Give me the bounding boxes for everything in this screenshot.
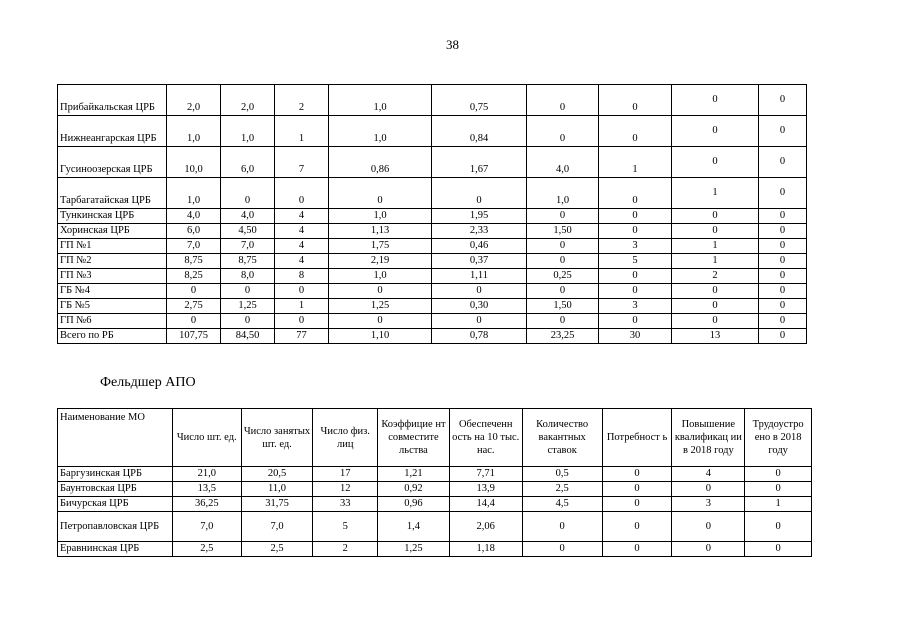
table-cell: 84,50 [221,329,275,344]
table-cell: 1,95 [432,209,527,224]
table-row [58,147,807,178]
table-cell: 1,50 [527,224,599,239]
table-cell: 33 [313,497,378,512]
table-cell: 4 [275,239,329,254]
table-cell: 8 [275,269,329,284]
table-cell: 1,25 [329,299,432,314]
table-row [58,482,812,497]
table-cell: 0 [672,299,759,314]
table-cell: 0 [672,512,745,542]
table-cell: 1,13 [329,224,432,239]
table-cell: 1,25 [221,299,275,314]
table-row [58,116,807,147]
table-cell: 0 [672,284,759,299]
table-cell: 1,0 [329,209,432,224]
table-cell: 2 [275,85,329,116]
table-cell: 0 [329,178,432,209]
table-cell: 0 [745,512,812,542]
table-cell: 0 [672,482,745,497]
paramedic-apo-table [57,408,812,557]
row-name: ГП №1 [58,239,167,254]
table-cell: 2,0 [167,85,221,116]
table-cell: 21,0 [172,467,241,482]
table-cell: 1 [599,147,672,178]
table-cell: 0 [167,284,221,299]
table-cell: 1,0 [527,178,599,209]
table-cell: 2 [672,269,759,284]
table-cell: 0 [759,224,807,239]
table-cell: 4,5 [522,497,602,512]
table-cell: 0 [672,85,759,116]
table-cell: 4,0 [527,147,599,178]
table-cell: 77 [275,329,329,344]
table-row [58,178,807,209]
table-cell: 0,46 [432,239,527,254]
table-row [58,254,807,269]
header-row [58,409,812,467]
table-cell: 0,25 [527,269,599,284]
row-name: ГБ №5 [58,299,167,314]
row-name: Гусиноозерская ЦРБ [58,147,167,178]
table-row [58,329,807,344]
table-row [58,284,807,299]
table-cell: 11,0 [241,482,313,497]
table-cell: 6,0 [167,224,221,239]
page-number: 38 [446,37,459,52]
row-name: Прибайкальская ЦРБ [58,85,167,116]
table-cell: 0 [275,284,329,299]
table-cell: 0 [759,178,807,209]
table-cell: 3 [599,239,672,254]
column-header: Число занятых шт. ед. [241,409,313,467]
table-cell: 0 [527,239,599,254]
table-cell: 0 [602,482,672,497]
table-cell: 0 [432,284,527,299]
table-cell: 4 [275,224,329,239]
table-cell: 1,0 [329,116,432,147]
table-cell: 0,30 [432,299,527,314]
table-row [58,542,812,557]
table-cell: 0,86 [329,147,432,178]
table-cell: 0 [672,209,759,224]
table-row [58,512,812,542]
table-cell: 1,0 [329,85,432,116]
table-cell: 0 [527,116,599,147]
column-header: Обеспеченн ость на 10 тыс. нас. [449,409,522,467]
table-row [58,467,812,482]
table-cell: 17 [313,467,378,482]
table-cell: 0 [745,467,812,482]
table-cell: 0,5 [522,467,602,482]
table-cell: 23,25 [527,329,599,344]
table-cell: 0 [167,314,221,329]
table-cell: 1,11 [432,269,527,284]
table-cell: 12 [313,482,378,497]
row-name: Всего по РБ [58,329,167,344]
table-cell: 0 [672,116,759,147]
table-cell: 0 [672,224,759,239]
table-cell: 2,19 [329,254,432,269]
table-cell: 0 [221,284,275,299]
table-cell: 1,4 [378,512,450,542]
table-cell: 1,18 [449,542,522,557]
table-cell: 0 [745,482,812,497]
table-cell: 5 [599,254,672,269]
row-name: Тункинская ЦРБ [58,209,167,224]
table-cell: 1,75 [329,239,432,254]
column-header: Число физ. лиц [313,409,378,467]
column-header: Число шт. ед. [172,409,241,467]
table-cell: 107,75 [167,329,221,344]
table-cell: 30 [599,329,672,344]
table-cell: 1 [275,299,329,314]
column-header: Потребност ь [602,409,672,467]
table-cell: 0 [602,467,672,482]
table-cell: 0 [759,147,807,178]
table-cell: 3 [672,497,745,512]
table-cell: 7,0 [172,512,241,542]
table-cell: 0 [522,512,602,542]
row-name: Тарбагатайская ЦРБ [58,178,167,209]
table-cell: 0,37 [432,254,527,269]
table-cell: 0 [672,147,759,178]
table-cell: 7,0 [167,239,221,254]
table-cell: 0 [221,314,275,329]
table-row [58,269,807,284]
table-cell: 14,4 [449,497,522,512]
table-cell: 0 [432,314,527,329]
table-cell: 0 [599,116,672,147]
column-header: Трудоустро ено в 2018 году [745,409,812,467]
table-cell: 0 [599,314,672,329]
table-row [58,209,807,224]
table-cell: 0 [759,85,807,116]
table-row [58,497,812,512]
table-row [58,299,807,314]
table-cell: 2,0 [221,85,275,116]
table-cell: 0 [672,542,745,557]
table-cell: 1,25 [378,542,450,557]
table-cell: 0 [275,314,329,329]
table-cell: 2,33 [432,224,527,239]
table-cell: 4 [275,209,329,224]
table-cell: 7 [275,147,329,178]
table-cell: 8,75 [167,254,221,269]
table-cell: 2,5 [522,482,602,497]
table-cell: 3 [599,299,672,314]
table-cell: 0 [599,178,672,209]
table-cell: 10,0 [167,147,221,178]
table-cell: 2 [313,542,378,557]
table-cell: 1,67 [432,147,527,178]
table-cell: 0,84 [432,116,527,147]
table-cell: 0 [527,254,599,269]
table-cell: 0 [602,512,672,542]
column-header: Наименование МО [58,409,173,467]
table-cell: 1 [672,239,759,254]
table-cell: 1,0 [221,116,275,147]
table-cell: 0 [527,314,599,329]
table-cell: 8,25 [167,269,221,284]
table-cell: 0 [599,284,672,299]
table-cell: 0 [329,314,432,329]
table-cell: 1,0 [329,269,432,284]
table-cell: 0 [527,284,599,299]
table-cell: 0 [602,497,672,512]
row-name: Нижнеангарская ЦРБ [58,116,167,147]
table-cell: 0 [602,542,672,557]
table-cell: 0 [599,224,672,239]
table-cell: 0 [599,269,672,284]
table-cell: 6,0 [221,147,275,178]
table-cell: 36,25 [172,497,241,512]
table-cell: 2,5 [241,542,313,557]
table-cell: 0 [522,542,602,557]
table-cell: 8,0 [221,269,275,284]
table-cell: 0,78 [432,329,527,344]
table-cell: 1 [275,116,329,147]
column-header: Количество вакантных ставок [522,409,602,467]
row-name: Баргузинская ЦРБ [58,467,173,482]
table-cell: 0,75 [432,85,527,116]
table-cell: 0 [759,269,807,284]
table-cell: 0 [672,314,759,329]
row-name: Бичурская ЦРБ [58,497,173,512]
table-cell: 20,5 [241,467,313,482]
table-cell: 4 [275,254,329,269]
table-cell: 0 [759,239,807,254]
table-cell: 2,06 [449,512,522,542]
table-cell: 0 [527,209,599,224]
table-cell: 8,75 [221,254,275,269]
row-name: ГБ №4 [58,284,167,299]
table-cell: 5 [313,512,378,542]
table-cell: 0 [759,299,807,314]
table-cell: 0 [759,116,807,147]
table-cell: 13,5 [172,482,241,497]
row-name: ГП №6 [58,314,167,329]
table-cell: 0,96 [378,497,450,512]
table-cell: 4,0 [167,209,221,224]
table-cell: 0 [759,329,807,344]
table-row [58,85,807,116]
row-name: Хоринская ЦРБ [58,224,167,239]
table-cell: 1 [745,497,812,512]
table-cell: 7,0 [241,512,313,542]
table-cell: 0 [432,178,527,209]
table-cell: 1,0 [167,178,221,209]
row-name: ГП №2 [58,254,167,269]
table-cell: 0 [527,85,599,116]
table-cell: 4,50 [221,224,275,239]
column-header: Повышение квалификац ии в 2018 году [672,409,745,467]
table-cell: 0 [599,85,672,116]
table-row [58,314,807,329]
table-cell: 7,0 [221,239,275,254]
row-name: ГП №3 [58,269,167,284]
table-cell: 1 [672,254,759,269]
row-name: Еравнинская ЦРБ [58,542,173,557]
table-cell: 0 [329,284,432,299]
table-cell: 1 [672,178,759,209]
table-row [58,239,807,254]
table-cell: 4 [672,467,745,482]
table-cell: 7,71 [449,467,522,482]
table-cell: 0 [745,542,812,557]
table-row [58,224,807,239]
column-header: Коэффицие нт совместите льства [378,409,450,467]
table-cell: 31,75 [241,497,313,512]
table-cell: 0 [759,314,807,329]
table-cell: 1,0 [167,116,221,147]
table-cell: 0 [759,209,807,224]
section-title: Фельдшер АПО [100,375,196,390]
table-cell: 0 [275,178,329,209]
table-cell: 1,10 [329,329,432,344]
table-cell: 4,0 [221,209,275,224]
table-cell: 13,9 [449,482,522,497]
table-cell: 13 [672,329,759,344]
row-name: Баунтовская ЦРБ [58,482,173,497]
staffing-table-continued [57,84,807,344]
table-cell: 0 [599,209,672,224]
table-cell: 2,5 [172,542,241,557]
table-cell: 1,21 [378,467,450,482]
row-name: Петропавловская ЦРБ [58,512,173,542]
table-cell: 0 [759,254,807,269]
table-cell: 1,50 [527,299,599,314]
table-cell: 2,75 [167,299,221,314]
table-cell: 0 [221,178,275,209]
table-cell: 0 [759,284,807,299]
table-cell: 0,92 [378,482,450,497]
